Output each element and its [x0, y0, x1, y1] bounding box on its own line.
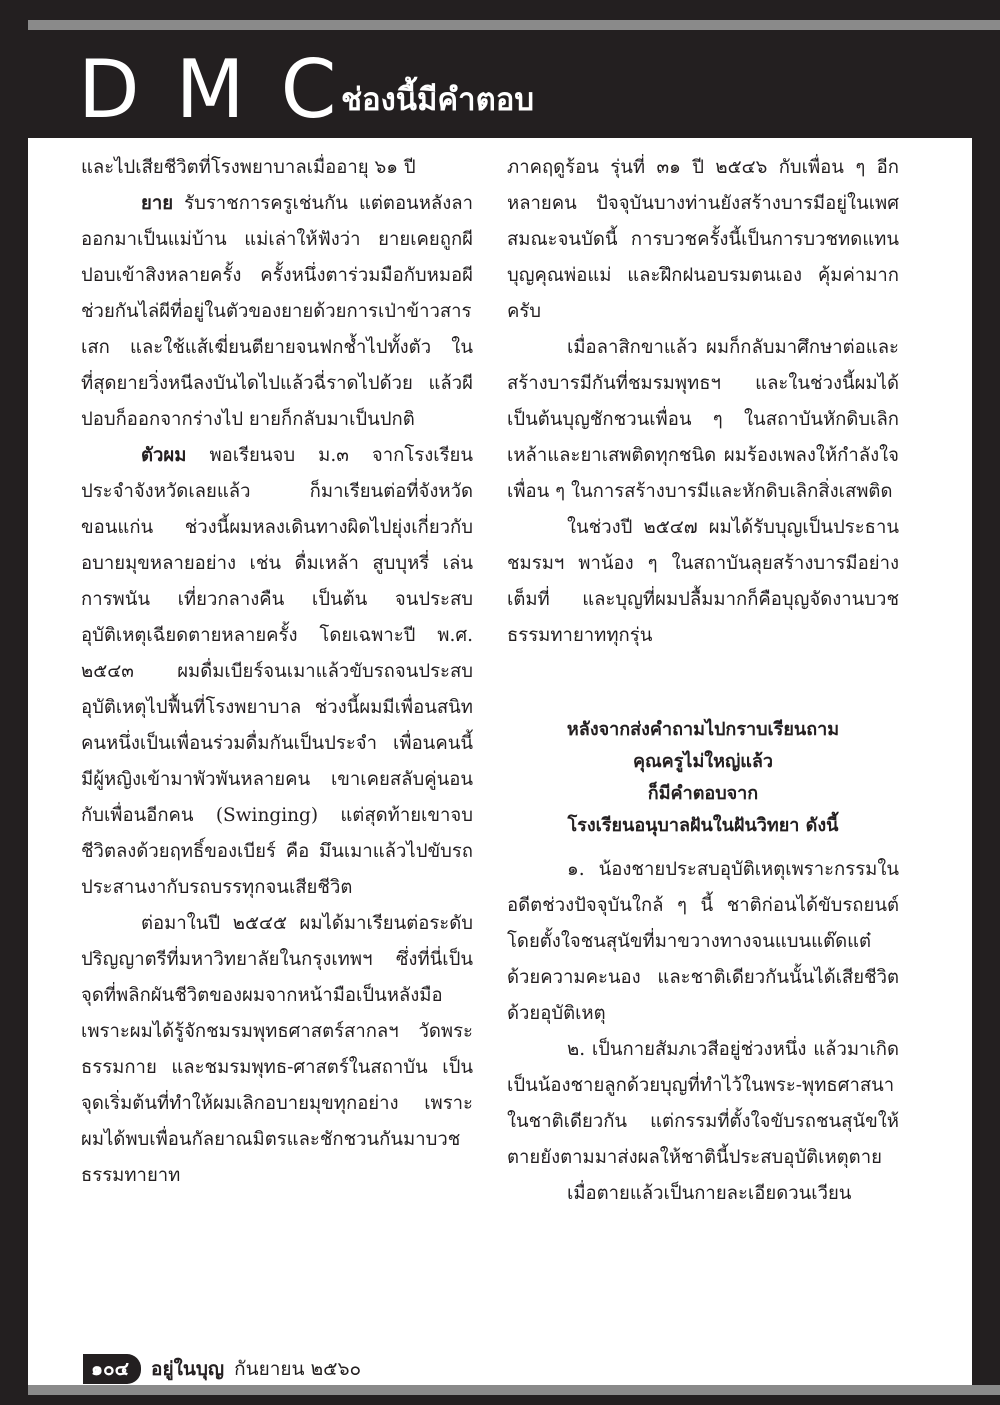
- section-title: ช่องนี้มีคำตอบ: [341, 82, 534, 118]
- paragraph-text: และไปเสียชีวิตที่โรงพยาบาลเมื่ออายุ ๖๑ ปี: [81, 157, 416, 178]
- answer-heading: [507, 714, 899, 842]
- answer-heading-line: โรงเรียนอนุบาลฝันในฝันวิทยา ดังนี้: [567, 815, 839, 836]
- top-rule: [28, 20, 1000, 30]
- page-number: ๑๐๔: [83, 1354, 141, 1384]
- paragraph: เมื่อลาสิกขาแล้ว ผมก็กลับมาศึกษาต่อและสร้างบารมีกันที่ชมรมพุทธฯ และในช่วงนี้ผมได้เป็นต้นบุญชักชวนเพื่อน ๆ ในสถาบันหักดิบเลิกเหล้าและยาเสพติดทุกชนิด ผมร้องเพลงให้กำลังใจเพื่อน ๆ ในการสร้างบารมีและหักดิบเลิกสิ่งเสพติด: [507, 337, 899, 502]
- bottom-rule: [28, 1385, 1000, 1395]
- answer-heading-line: คุณครูไม่ใหญ่แล้ว: [632, 751, 774, 772]
- paragraph-text: รับราชการครูเช่นกัน แต่ตอนหลังลาออกมาเป็นแม่บ้าน แม่เล่าให้ฟังว่า ยายเคยถูกผีปอบเข้าสิงหลายครั้ง ครั้งหนึ่งตาร่วมมือกับหมอผีช่วยกันไล่ผีที่อยู่ในตัวของยายด้วยการเป่าข้าวสารเสก และใช้แส้เฆี่ยนตียายจนฟกช้ำไปทั้งตัว ในที่สุดยายวิ่งหนีลงบันไดไปแล้วฉี่ราดไปด้วย แล้วผีปอบก็ออกจากร่างไป ยายก็กลับมาเป็นปกติ: [81, 193, 473, 430]
- paragraph-text: ต่อมาในปี ๒๕๔๕ ผมได้มาเรียนต่อระดับปริญญาตรีที่มหาวิทยาลัยในกรุงเทพฯ ซึ่งที่นี่เป็นจุดที่พลิกผันชีวิตของผมจากหน้ามือเป็นหลังมือ เพราะผมได้รู้จักชมรมพุทธศาสตร์สากลฯ วัดพระธรรมกาย และชมรมพุทธ-ศาสตร์ในสถาบัน เป็นจุดเริ่มต้นที่ทำให้ผมเลิกอบายมุขทุกอย่าง เพราะผมได้พบเพื่อนกัลยาณมิตรและชักชวนกันมาบวชธรรมทายาท: [81, 913, 473, 1186]
- answer-paragraph: ๑. น้องชายประสบอุบัติเหตุเพราะกรรมในอดีตช่วงปัจจุบันใกล้ ๆ นี้ ชาติก่อนได้ขับรถยนต์ โดยตั้งใจชนสุนัขที่มาขวางทางจนแบนแต๊ดแต๋ด้วยความคะนอง และชาติเดียวกันนั้นได้เสียชีวิตด้วยอุบัติเหตุ: [507, 859, 899, 1024]
- brand-logo: DMC: [78, 43, 373, 136]
- answer-paragraph: ๒. เป็นกายสัมภเวสีอยู่ช่วงหนึ่ง แล้วมาเกิดเป็นน้องชายลูกด้วยบุญที่ทำไว้ในพระ-พุทธศาสนาในชาติเดียวกัน แต่กรรมที่ตั้งใจขับรถชนสุนัขให้ตายยังตามมาส่งผลให้ชาตินี้ประสบอุบัติเหตุตาย: [507, 1039, 899, 1168]
- paragraph-lead: ยาย: [141, 193, 174, 214]
- answer-heading-line: ก็มีคำตอบจาก: [647, 783, 759, 804]
- issue-date: กันยายน ๒๕๖๐: [234, 1358, 362, 1380]
- paragraph: [81, 150, 473, 186]
- paragraph: [81, 186, 473, 438]
- paragraph: [81, 438, 473, 906]
- header: [0, 30, 1000, 138]
- article-page: [28, 138, 972, 1385]
- paragraph-text: พอเรียนจบ ม.๓ จากโรงเรียนประจำจังหวัดเลยแล้ว ก็มาเรียนต่อที่จังหวัดขอนแก่น ช่วงนี้ผมหลงเดินทางผิดไปยุ่งเกี่ยวกับอบายมุขหลายอย่าง เช่น ดื่มเหล้า สูบบุหรี่ เล่นการพนัน เที่ยวกลางคืน เป็นต้น จนประสบอุบัติเหตุเฉียดตายหลายครั้ง โดยเฉพาะปี พ.ศ. ๒๕๔๓ ผมดื่มเบียร์จนเมาแล้วขับรถจนประสบอุบัติเหตุไปฟื้นที่โรงพยาบาล ช่วงนี้ผมมีเพื่อนสนิทคนหนึ่งเป็นเพื่อนร่วมดื่มกันเป็นประจำ เพื่อนคนนี้มีผู้หญิงเข้ามาพัวพันหลายคน เขาเคยสลับคู่นอนกับเพื่อนอีกคน (Swinging) แต่สุดท้ายเขาจบชีวิตลงด้วยฤทธิ์ของเบียร์ คือ มึนเมาแล้วไปขับรถประสานงากับรถบรรทุกจนเสียชีวิต: [81, 445, 473, 898]
- right-column: [507, 150, 899, 1212]
- left-column: [81, 150, 473, 1194]
- paragraph: ในช่วงปี ๒๕๔๗ ผมได้รับบุญเป็นประธานชมรมฯ พาน้อง ๆ ในสถาบันลุยสร้างบารมีอย่างเต็มที่ และบุญที่ผมปลื้มมากก็คือบุญจัดงานบวชธรรมทายาททุกรุ่น: [507, 517, 899, 646]
- paragraph: ภาคฤดูร้อน รุ่นที่ ๓๑ ปี ๒๕๔๖ กับเพื่อน ๆ อีกหลายคน ปัจจุบันบางท่านยังสร้างบารมีอยู่ในเพศสมณะจนบัดนี้ การบวชครั้งนี้เป็นการบวชทดแทนบุญคุณพ่อแม่ และฝึกฝนอบรมตนเอง คุ้มค่ามากครับ: [507, 157, 899, 322]
- magazine-name: อยู่ในบุญ: [151, 1358, 225, 1380]
- paragraph: [81, 906, 473, 1194]
- page-footer: [83, 1352, 361, 1386]
- paragraph-lead: ตัวผม: [141, 445, 187, 466]
- answer-heading-line: หลังจากส่งคำถามไปกราบเรียนถาม: [566, 719, 840, 740]
- answer-paragraph: เมื่อตายแล้วเป็นกายละเอียดวนเวียน: [567, 1183, 852, 1204]
